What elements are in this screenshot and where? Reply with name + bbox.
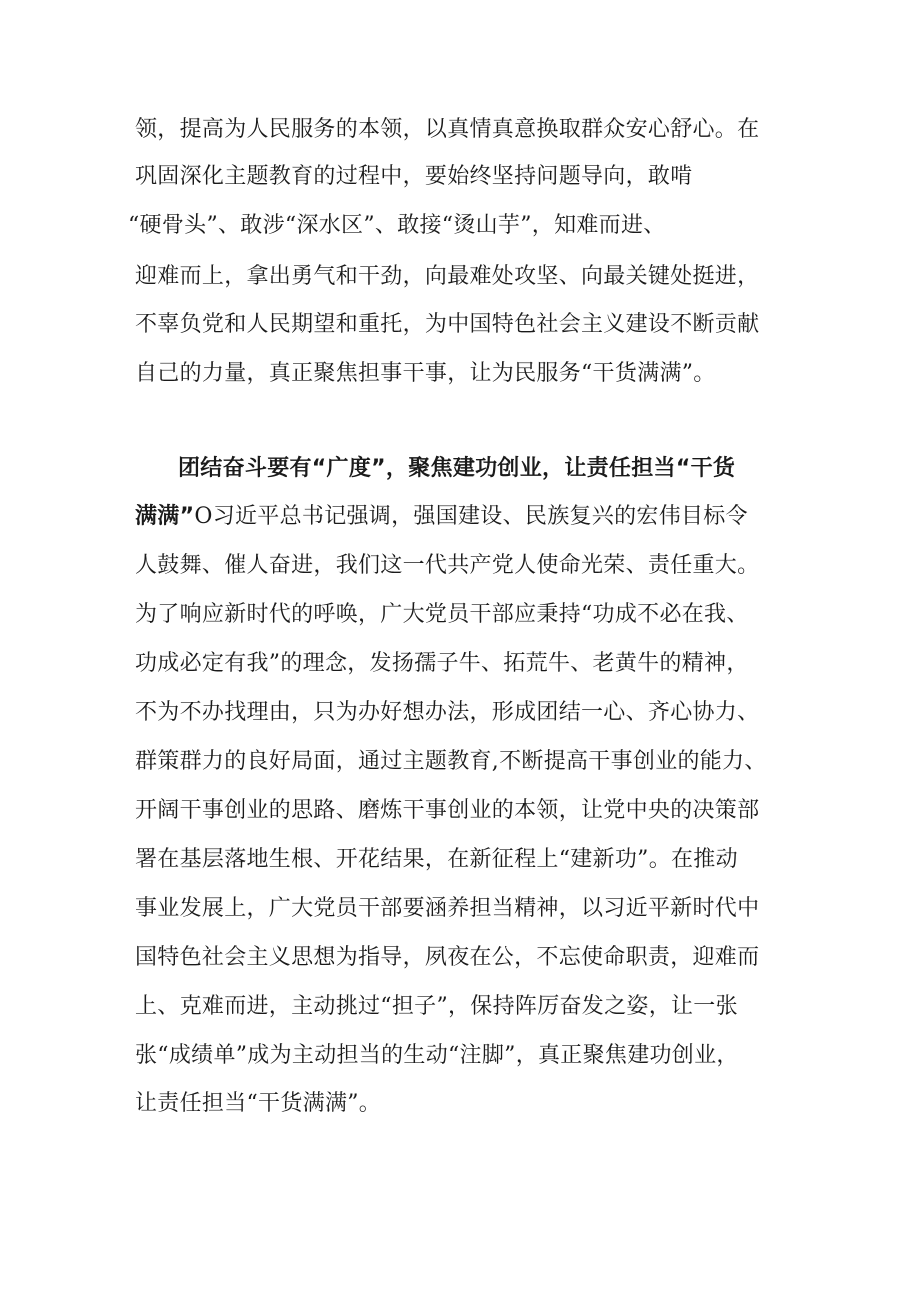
p1-line-4: 迎难而上，拿出勇气和干劲，向最难处攻坚、向最关键处挺进， [135,264,760,289]
p2-line-3: 功成必定有我”的理念，发扬孺子牛、拓荒牛、老黄牛的精神， [135,651,749,676]
p2-line-5: 群策群力的良好局面，通过主题教育,不断提高干事创业的能力、 [135,749,767,774]
p2-line-12: 让责任担当“干货满满”。 [135,1091,382,1116]
p2-line-7: 署在基层落地生根、开花结果，在新征程上“建新功”。在推动 [135,847,738,872]
p2-line-1: 人鼓舞、催人奋进，我们这一代共产党人使命光荣、责任重大。 [135,553,760,578]
p1-line-3: “硬骨头”、敢涉“深水区”、敢接“烫山芋”，知难而进、 [128,213,666,238]
p2-line-9: 国特色社会主义思想为指导，夙夜在公，不忘使命职责，迎难而 [135,945,760,970]
p2-line-8: 事业发展上，广大党员干部要涵养担当精神，以习近平新时代中 [135,896,760,921]
p2-line-11: 张“成绩单”成为主动担当的生动“注脚”，真正聚焦建功创业， [135,1043,739,1068]
p2-line-4: 不为不办找理由，只为办好想办法，形成团结一心、齐心协力、 [135,700,760,725]
p2-heading-end: 满满” [135,504,195,529]
p1-line-1: 领，提高为人民服务的本领，以真情真意换取群众安心舒心。在 [135,117,760,142]
p2-heading-continuation: O习近平总书记强调，强国建设、民族复兴的宏伟目标令 [194,504,748,529]
p2-line-2: 为了响应新时代的呼唤，广大党员干部应秉持“功成不必在我、 [135,602,749,627]
p1-line-5: 不辜负党和人民期望和重托，为中国特色社会主义建设不断贡献 [135,312,760,337]
p2-heading-line-1: 团结奋斗要有“广度”，聚焦建功创业，让责任担当“干货 [178,456,736,481]
p1-line-6: 自己的力量，真正聚焦担事干事，让为民服务“干货满满”。 [135,361,716,386]
p2-line-10: 上、克难而进，主动挑过“担子”，保持阵厉奋发之姿，让一张 [135,994,738,1019]
p2-line-heading-2 [135,503,748,531]
p2-line-6: 开阔干事创业的思路、磨炼干事创业的本领，让党中央的决策部 [135,798,760,823]
p1-line-2: 巩固深化主题教育的过程中，要始终坚持问题导向，敢啃 [135,164,693,189]
